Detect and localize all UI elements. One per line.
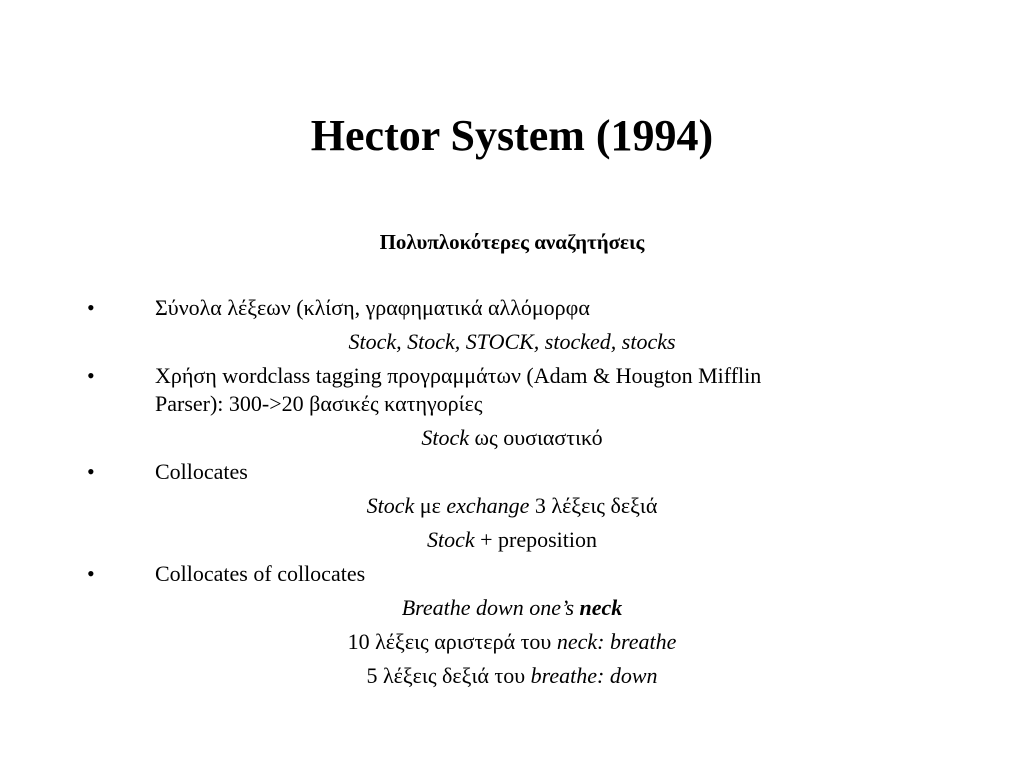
example-connector: με — [414, 493, 447, 518]
bullet-marker: • — [87, 561, 95, 586]
bullet-marker: • — [87, 459, 95, 484]
bullet-4-text: Collocates of collocates — [155, 561, 366, 586]
example-description: + preposition — [474, 527, 598, 552]
example-term: Stock — [366, 493, 415, 518]
bullet-1-example: Stock, Stock, STOCK, stocked, stocks — [348, 329, 676, 354]
bullet-marker: • — [87, 363, 95, 388]
example-emphasis: neck — [579, 595, 623, 620]
example-description: 5 λέξεις δεξιά του — [366, 663, 531, 688]
slide-title: Hector System (1994) — [310, 111, 714, 160]
bullet-3-example-1 — [0, 492, 1024, 520]
example-term: Stock — [426, 527, 475, 552]
example-term: Stock — [421, 425, 470, 450]
example-description: 10 λέξεις αριστερά του — [347, 629, 557, 654]
bullet-4-example-3 — [0, 662, 1024, 690]
example-description: 3 λέξεις δεξιά — [529, 493, 658, 518]
bullet-2-text-line-2: Parser): 300->20 βασικές κατηγορίες — [155, 391, 483, 416]
bullet-3-text: Collocates — [155, 459, 248, 484]
example-term: breathe: down — [530, 663, 658, 688]
bullet-2-text-line-1: Χρήση wordclass tagging προγραμμάτων (Adam & Hougton Mifflin — [155, 363, 762, 388]
example-term: exchange — [446, 493, 530, 518]
example-description: ως ουσιαστικό — [469, 425, 603, 450]
bullet-3-example-2 — [0, 526, 1024, 554]
bullet-2-example — [0, 424, 1024, 452]
bullet-4-example-2 — [0, 628, 1024, 656]
bullet-4-example-1 — [0, 594, 1024, 622]
example-term: neck: breathe — [556, 629, 677, 654]
example-phrase: Breathe down one’s — [401, 595, 580, 620]
bullet-1-text: Σύνολα λέξεων (κλίση, γραφηματικά αλλόμορφα — [155, 295, 590, 320]
slide-subtitle: Πολυπλοκότερες αναζητήσεις — [379, 230, 645, 254]
bullet-marker: • — [87, 295, 95, 320]
